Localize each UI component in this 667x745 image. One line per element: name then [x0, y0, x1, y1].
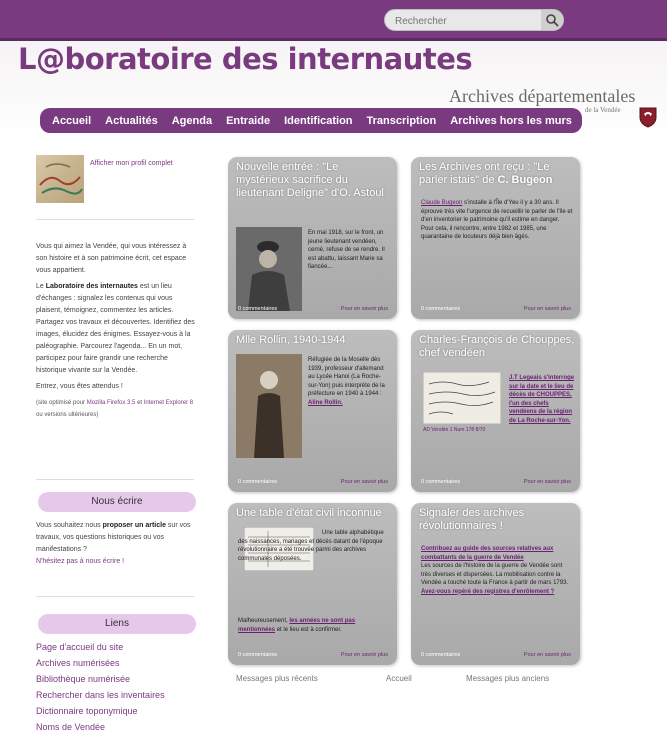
card-title[interactable]: Nouvelle entrée : "Le mystérieux sacrifice du lieutenant Deligne" d'O. Astoul — [236, 161, 384, 199]
post-card — [228, 330, 397, 492]
comments-count[interactable]: 0 commentaires — [421, 652, 461, 658]
links-list — [36, 639, 196, 735]
about-body — [36, 281, 196, 377]
card-text: Une table alphabétique des naissances, mariages et décès datant de l'époque révolutionnaire a été trouvée parmi des archives communales déposées. — [238, 530, 384, 562]
author-link[interactable]: Claude Bugeon — [421, 200, 463, 206]
nav-identification[interactable]: Identification — [284, 114, 353, 127]
comments-count[interactable]: 0 commentaires — [421, 479, 461, 485]
hint-and: et — [137, 400, 143, 406]
nav-entraide[interactable]: Entraide — [226, 114, 271, 127]
divider — [36, 219, 194, 220]
post-card — [411, 503, 580, 665]
divider — [36, 479, 194, 480]
hint-lead: (site optimisé pour — [36, 400, 86, 406]
profile-link[interactable]: Afficher mon profil complet — [90, 160, 173, 167]
aline-rollin-link[interactable]: Aline Rollin. — [308, 399, 343, 406]
image-caption: AD Vendée 1 Num 178 8/70 — [423, 427, 486, 433]
main-nav — [40, 108, 582, 133]
write-tail: sur vos travaux, vos questions historiques ou vos manifestations ? — [36, 522, 191, 553]
card-title-author: C. Bugeon — [497, 174, 553, 186]
top-bar — [0, 0, 667, 41]
link-archives-numerisees[interactable]: Archives numérisées — [36, 658, 120, 668]
read-more-link[interactable]: Pour en savoir plus — [523, 306, 571, 312]
firefox-link[interactable]: Mozilla Firefox 3.5 — [86, 400, 136, 406]
archives-title[interactable]: Archives départementales — [449, 86, 636, 106]
about-welcome: Entrez, vous êtes attendus ! — [36, 383, 123, 390]
soldier-photo[interactable] — [236, 227, 302, 311]
card-footer — [421, 652, 571, 662]
link-inventaires[interactable]: Rechercher dans les inventaires — [36, 690, 165, 700]
comments-count[interactable]: 0 commentaires — [421, 306, 461, 312]
comments-count[interactable]: 0 commentaires — [238, 479, 278, 485]
about-lead: Le — [36, 283, 44, 290]
write-heading: Nous écrire — [38, 492, 196, 512]
contribute-link[interactable]: Contribuez au guide des sources relatives aux combattants de la guerre de Vendée — [421, 546, 554, 561]
card-text-lead: Malheureusement, — [238, 618, 288, 624]
legeais-link[interactable]: J.T Legeais s'interroge sur la date et le lieu de décès de CHOUPPES, l'un des chefs vendéens de la région de La Roche-sur-Yon. — [509, 375, 575, 424]
nav-archives-hors-les-murs[interactable]: Archives hors les murs — [450, 114, 572, 127]
rollin-photo-icon — [236, 354, 302, 458]
post-card — [411, 157, 580, 319]
post-card — [411, 330, 580, 492]
handwritten-document-icon — [423, 372, 501, 424]
nav-actualites[interactable]: Actualités — [105, 114, 158, 127]
card-title-lead: Les Archives ont reçu : "Le parler istais" de — [419, 161, 550, 186]
browser-hint — [36, 397, 196, 421]
write-us-link[interactable]: N'hésitez pas à nous écrire ! — [36, 558, 125, 565]
nav-accueil[interactable]: Accueil — [52, 114, 92, 127]
card-text-body: s'installe à l'Île d'Yeu il y a 30 ans. Il éprouve très vite l'urgence de recueillir le parler de l'île et d'en inventorier le patrimoine qu'il estime en danger. Pour cela, il rencontre, entre 1982 et 1985, une quarantaine de locuteurs déjà bien âgés. — [421, 200, 573, 240]
post-card — [228, 157, 397, 319]
archives-subtitle: de la Vendée — [585, 106, 621, 114]
about-description: est un lieu d'échanges : signalez les contenus qui vous plaisent, témoignez, commentez les articles. Partagez vos travaux et découvertes. Identifiez des images, élucidez des énigmes. Essayez-vous à la paléographie. Parcourez l'agenda... En un mot, participez pour faire grandir une recherche historique vivante sur la Vendée. — [36, 283, 195, 374]
card-footer — [421, 306, 571, 316]
card-title[interactable]: Une table d'état civil inconnue — [236, 507, 382, 519]
card-footer — [238, 652, 388, 662]
divider — [36, 596, 194, 597]
older-posts-link[interactable]: Messages plus anciens — [466, 674, 550, 683]
about-text — [36, 241, 196, 425]
link-page-accueil[interactable]: Page d'accueil du site — [36, 642, 124, 652]
card-text-body: Les sources de l'histoire de la guerre de Vendée sont très diverses et dispersées. La mobilisation contre la Vendée a touché toute la France à partir de mars 1793. — [421, 563, 569, 586]
avatar[interactable] — [36, 155, 84, 203]
about-lab-name: Laboratoire des internautes — [45, 283, 138, 290]
card-text-2 — [238, 617, 390, 634]
search-input[interactable] — [393, 12, 537, 30]
search-box — [384, 9, 564, 31]
card-text — [421, 199, 573, 242]
card-text — [421, 545, 573, 596]
vendee-shield-icon[interactable] — [638, 106, 658, 128]
card-title[interactable] — [419, 161, 577, 187]
home-link[interactable]: Accueil — [386, 674, 412, 683]
card-footer — [238, 479, 388, 489]
card-title[interactable]: Charles-François de Chouppes, chef vendéen — [419, 334, 575, 359]
read-more-link[interactable]: Pour en savoir plus — [340, 306, 388, 312]
site-title[interactable]: L@boratoire des internautes — [18, 42, 473, 76]
read-more-link[interactable]: Pour en savoir plus — [523, 652, 571, 658]
hint-tail: ou versions ultérieures) — [36, 412, 99, 418]
card-text: En mai 1918, sur le front, un jeune lieutenant vendéen, cerné, refuse de se rendre. Il est abattu, laissant Marie sa fiancée... — [308, 230, 385, 270]
soldier-photo-icon — [236, 227, 302, 311]
search-button[interactable] — [541, 10, 563, 30]
card-footer — [421, 479, 571, 489]
ie-link[interactable]: Internet Explorer 8 — [143, 400, 194, 406]
read-more-link[interactable]: Pour en savoir plus — [340, 479, 388, 485]
nav-agenda[interactable]: Agenda — [171, 114, 213, 127]
about-intro: Vous qui aimez la Vendée, qui vous intéressez à son histoire et à son patrimoine écrit, cet espace vous appartient. — [36, 243, 187, 274]
link-dictionnaire[interactable]: Dictionnaire toponymique — [36, 706, 138, 716]
card-text — [509, 374, 575, 425]
write-text — [36, 520, 198, 568]
card-text — [308, 356, 390, 407]
comments-count[interactable]: 0 commentaires — [238, 652, 278, 658]
write-lead: Vous souhaitez nous — [36, 522, 101, 529]
registers-link[interactable]: Avez-vous repéré des registres d'enrôlement ? — [421, 588, 555, 595]
card-title[interactable]: Mlle Rollin, 1940-1944 — [236, 334, 346, 346]
newer-posts-link[interactable]: Messages plus récents — [236, 674, 318, 683]
card-text-tail: et le lieu est à confirmer. — [276, 626, 342, 633]
document-scan[interactable] — [423, 372, 501, 424]
link-bibliotheque[interactable]: Bibliothèque numérisée — [36, 674, 131, 684]
write-propose: proposer un article — [102, 522, 166, 529]
nav-transcription[interactable]: Transcription — [366, 114, 437, 127]
post-card — [228, 503, 397, 665]
links-heading: Liens — [38, 614, 196, 634]
comments-count[interactable]: 0 commentaires — [238, 306, 278, 312]
search-icon — [541, 10, 563, 30]
link-noms-vendee[interactable]: Noms de Vendée — [36, 722, 106, 732]
read-more-link[interactable]: Pour en savoir plus — [340, 652, 388, 658]
card-footer — [238, 306, 388, 316]
card-text-body: Réfugiée de la Moselle dès 1939, professeur d'allemand au Lycée Hanoi (La Roche-sur-Yon) puis interprète de la préfecture en 1940 à 1944 : — [308, 357, 385, 397]
read-more-link[interactable]: Pour en savoir plus — [523, 479, 571, 485]
avatar-image-icon — [36, 155, 84, 203]
rollin-photo[interactable] — [236, 354, 302, 458]
years-link[interactable]: les années ne sont pas mentionnées — [238, 618, 356, 633]
card-title[interactable]: Signaler des archives révolutionnaires ! — [419, 507, 525, 532]
